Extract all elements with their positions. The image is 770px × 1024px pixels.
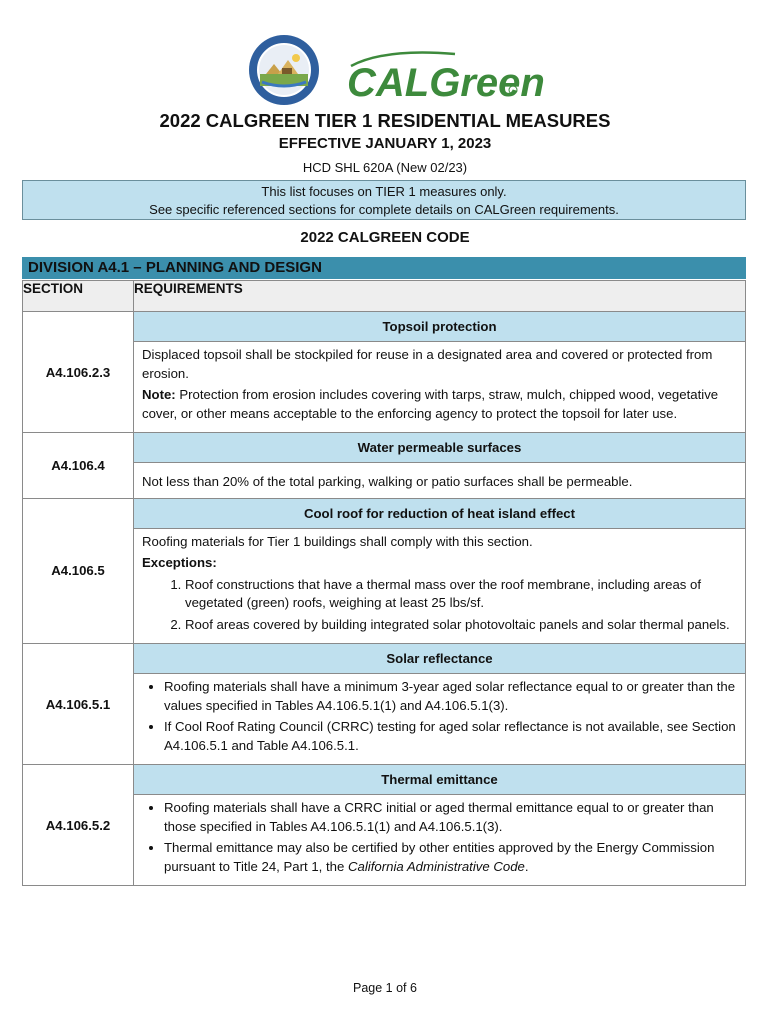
note-label: Note: bbox=[142, 387, 176, 402]
requirement-text bbox=[134, 342, 746, 433]
table-row bbox=[23, 765, 746, 795]
topic-heading: Solar reflectance bbox=[134, 644, 746, 674]
requirement-paragraph: Roofing materials for Tier 1 buildings shall comply with this section. bbox=[142, 533, 533, 549]
section-number: A4.106.5 bbox=[23, 498, 134, 644]
list-item: • If Cool Roof Rating Council (CRRC) testing for aged solar reflectance is not available, see Section A4.106.5.1 and Table A4.106.5.1. bbox=[164, 718, 737, 755]
section-number: A4.106.5.2 bbox=[23, 765, 134, 886]
topic-heading: Water permeable surfaces bbox=[134, 433, 746, 463]
table-row bbox=[23, 312, 746, 342]
effective-date: EFFECTIVE JANUARY 1, 2023 bbox=[278, 135, 492, 152]
logo-bar bbox=[0, 34, 770, 106]
bullet-list bbox=[142, 678, 737, 755]
exceptions-list bbox=[142, 576, 737, 635]
table-row bbox=[23, 644, 746, 674]
section-number: A4.106.4 bbox=[23, 433, 134, 499]
exceptions-label: Exceptions: bbox=[142, 555, 217, 570]
table-row bbox=[23, 498, 746, 528]
form-number: HCD SHL 620A (New 02/23) bbox=[302, 160, 468, 175]
notice-box bbox=[22, 180, 746, 220]
topic-heading: Cool roof for reduction of heat island effect bbox=[134, 498, 746, 528]
list-item: 2. Roof areas covered by building integrated solar photovoltaic panels and solar thermal panels. bbox=[185, 616, 737, 635]
bullet-text: Thermal emittance may also be certified by other entities approved by the Energy Commission pursuant to Title 24, Part 1, the bbox=[164, 840, 715, 874]
requirement-text bbox=[134, 674, 746, 765]
notice-line-2: See specific referenced sections for complete details on CALGreen requirements. bbox=[149, 202, 619, 217]
table-header-row bbox=[23, 281, 746, 312]
code-title-italic: California Administrative Code bbox=[348, 858, 525, 874]
topic-heading: Topsoil protection bbox=[134, 312, 746, 342]
requirement-text bbox=[134, 528, 746, 644]
hcd-seal-logo bbox=[248, 34, 320, 106]
column-header-section: SECTION bbox=[23, 281, 134, 312]
section-number: A4.106.5.1 bbox=[23, 644, 134, 765]
bullet-list bbox=[142, 799, 737, 876]
division-header: DIVISION A4.1 – PLANNING AND DESIGN bbox=[22, 257, 746, 279]
note-paragraph bbox=[142, 386, 737, 423]
code-title: 2022 CALGREEN CODE bbox=[300, 229, 470, 246]
page-title: 2022 CALGREEN TIER 1 RESIDENTIAL MEASURES bbox=[159, 110, 611, 131]
topic-heading: Thermal emittance bbox=[134, 765, 746, 795]
section-number: A4.106.2.3 bbox=[23, 312, 134, 433]
list-item: 1. Roof constructions that have a thermal mass over the roof membrane, including areas of vegetated (green) roofs, weighing at least 25 lbs/sf. bbox=[185, 576, 737, 613]
column-header-requirements: REQUIREMENTS bbox=[134, 281, 746, 312]
bullet-text-end: . bbox=[524, 858, 529, 874]
svg-text:CALGreen: CALGreen bbox=[347, 61, 545, 105]
list-item: • Roofing materials shall have a CRRC initial or aged thermal emittance equal to or greater than those specified in Tables A4.106.5.1(1) and A4.106.5.1(3). bbox=[164, 799, 737, 836]
requirement-paragraph: Displaced topsoil shall be stockpiled for reuse in a designated area and covered or protected from erosion. bbox=[142, 347, 713, 381]
requirements-table bbox=[22, 280, 746, 886]
table-row bbox=[23, 433, 746, 463]
list-item bbox=[164, 839, 737, 876]
requirement-text bbox=[134, 795, 746, 886]
calgreen-logo bbox=[345, 44, 545, 105]
page-number: Page 1 of 6 bbox=[353, 981, 417, 995]
list-item: • Roofing materials shall have a minimum 3-year aged solar reflectance equal to or greater than the values specified in Tables A4.106.5.1(1) and A4.106.5.1(3). bbox=[164, 678, 737, 715]
note-text: Protection from erosion includes covering with tarps, straw, mulch, chipped wood, vegetative cover, or other means acceptable to the enforcing agency to protect the topsoil for later use. bbox=[142, 387, 719, 421]
notice-line-1: This list focuses on TIER 1 measures only. bbox=[261, 184, 507, 199]
requirement-text: Not less than 20% of the total parking, walking or patio surfaces shall be permeable. bbox=[134, 463, 746, 499]
